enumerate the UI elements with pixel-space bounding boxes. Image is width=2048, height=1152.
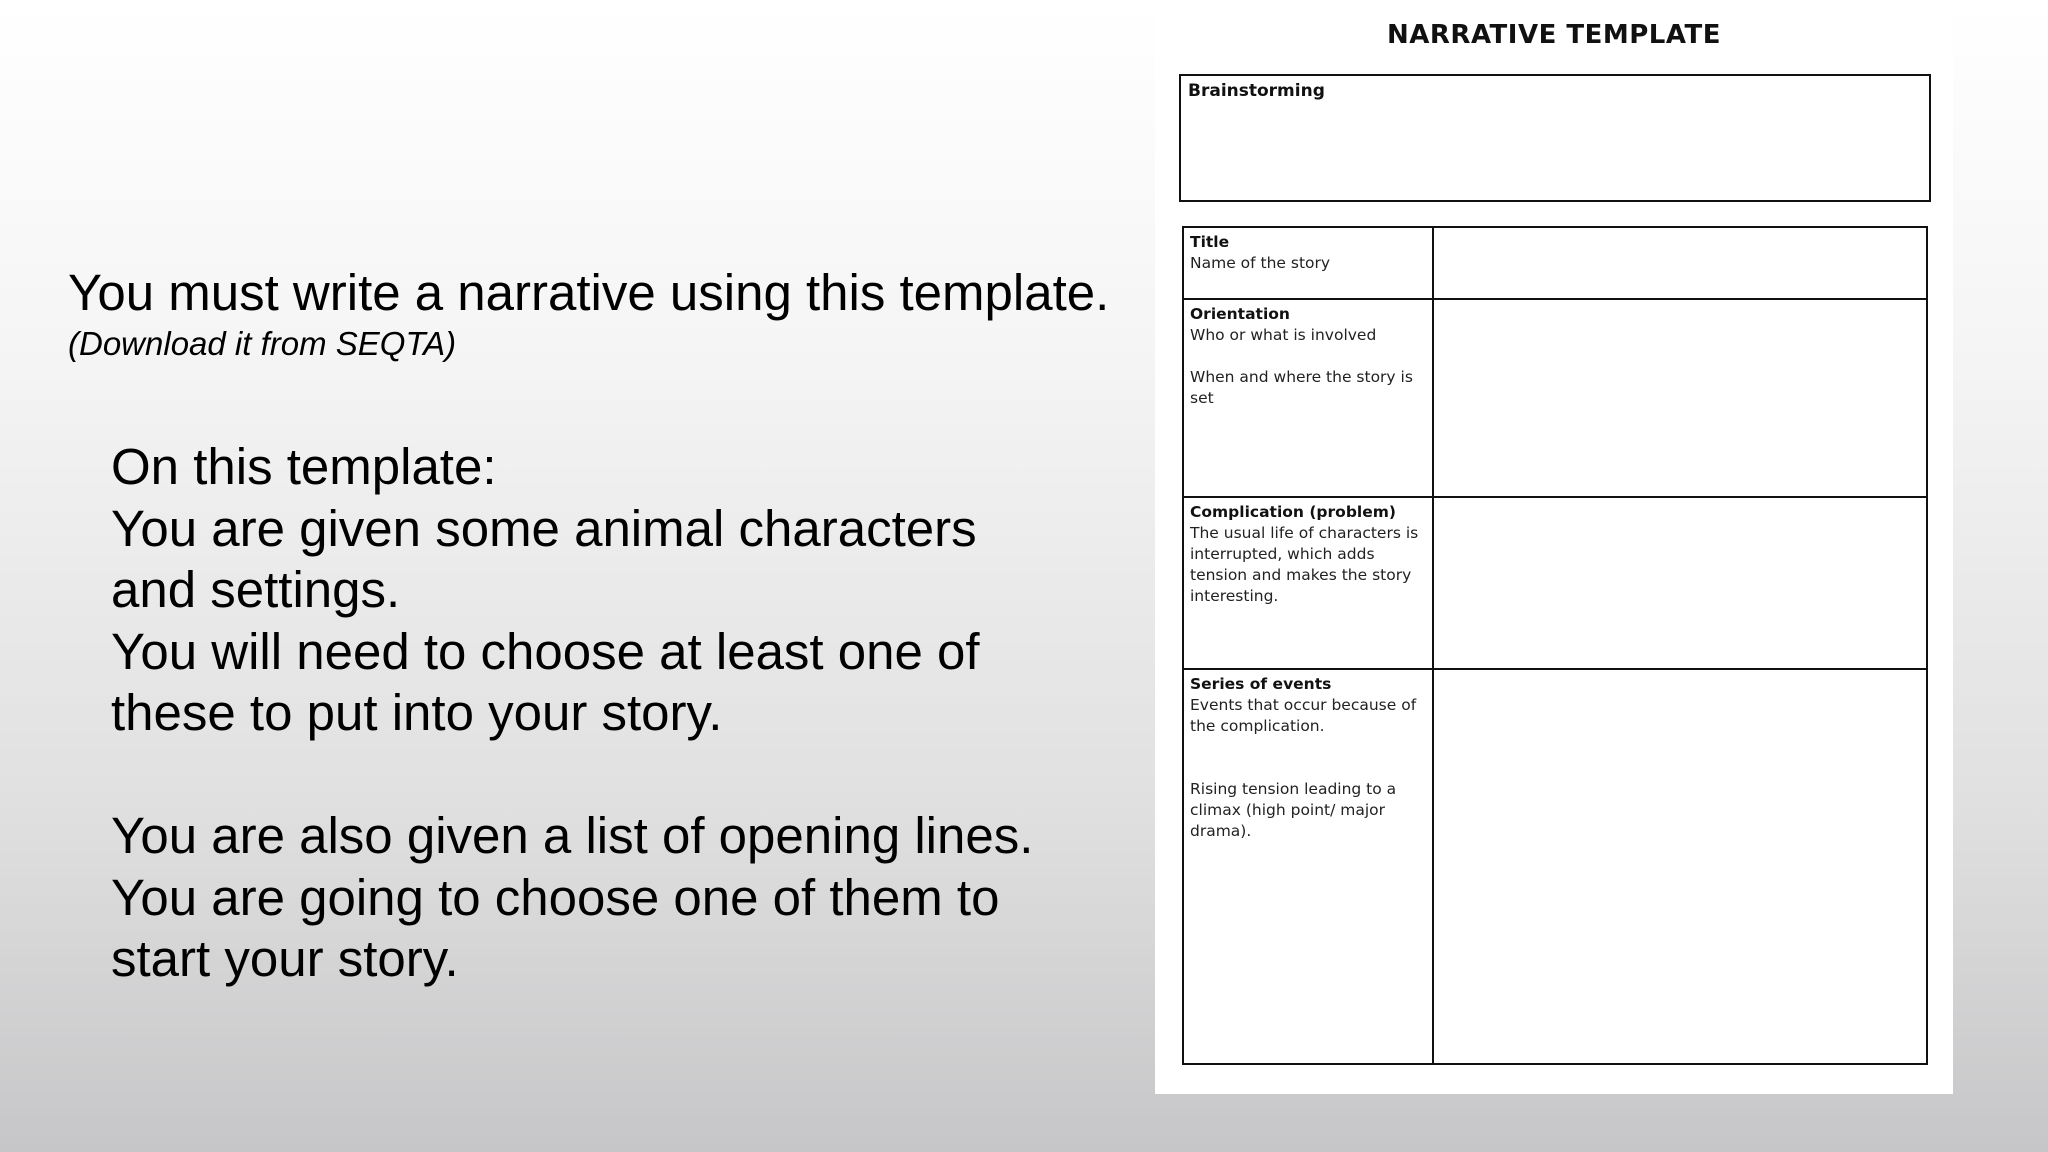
body-line: You will need to choose at least one of	[111, 622, 980, 680]
complication-desc: The usual life of characters is interrupted, which adds tension and makes the story interesting.	[1190, 524, 1419, 605]
download-note: (Download it from SEQTA)	[68, 325, 457, 362]
title-desc: Name of the story	[1190, 254, 1331, 272]
body-line: start your story.	[111, 930, 459, 987]
series-heading: Series of events	[1190, 675, 1332, 693]
body-line: and settings.	[111, 561, 401, 618]
title-answer-cell	[1433, 227, 1927, 299]
body-line: On this template:	[111, 438, 497, 495]
body-line: You are going to choose one of them to	[111, 868, 1000, 926]
table-row-title	[1183, 227, 1927, 299]
body-line: You are given some animal characters	[111, 499, 977, 557]
orientation-desc-who: Who or what is involved	[1190, 326, 1377, 344]
title-label-cell	[1183, 227, 1433, 299]
brainstorming-box	[1179, 74, 1931, 202]
body-line: You are also given a list of opening lines.	[111, 807, 1034, 864]
body-spacer	[111, 744, 1091, 806]
narrative-template-image	[1155, 0, 1953, 1094]
series-answer-cell	[1433, 669, 1927, 1064]
template-title: NARRATIVE TEMPLATE	[1387, 20, 1721, 50]
title-heading: Title	[1190, 233, 1230, 251]
complication-label-cell	[1183, 497, 1433, 669]
complication-answer-cell	[1433, 497, 1927, 669]
table-row-orientation	[1183, 299, 1927, 497]
orientation-desc-when: When and where the story is set	[1190, 368, 1413, 407]
series-label-cell	[1183, 669, 1433, 1064]
brainstorming-label: Brainstorming	[1188, 81, 1325, 101]
orientation-answer-cell	[1433, 299, 1927, 497]
orientation-label-cell	[1183, 299, 1433, 497]
body-line: these to put into your story.	[111, 684, 723, 741]
template-table	[1182, 226, 1928, 1065]
orientation-heading: Orientation	[1190, 305, 1290, 323]
series-desc-tension: Rising tension leading to a climax (high point/ major drama).	[1190, 780, 1397, 840]
complication-heading: Complication (problem)	[1190, 503, 1396, 521]
table-row-series-of-events	[1183, 669, 1927, 1064]
headline: You must write a narrative using this template.	[68, 264, 1110, 321]
table-row-complication	[1183, 497, 1927, 669]
series-desc-events: Events that occur because of the complication.	[1190, 696, 1417, 735]
instruction-header	[68, 262, 1148, 364]
instruction-body	[111, 436, 1091, 990]
